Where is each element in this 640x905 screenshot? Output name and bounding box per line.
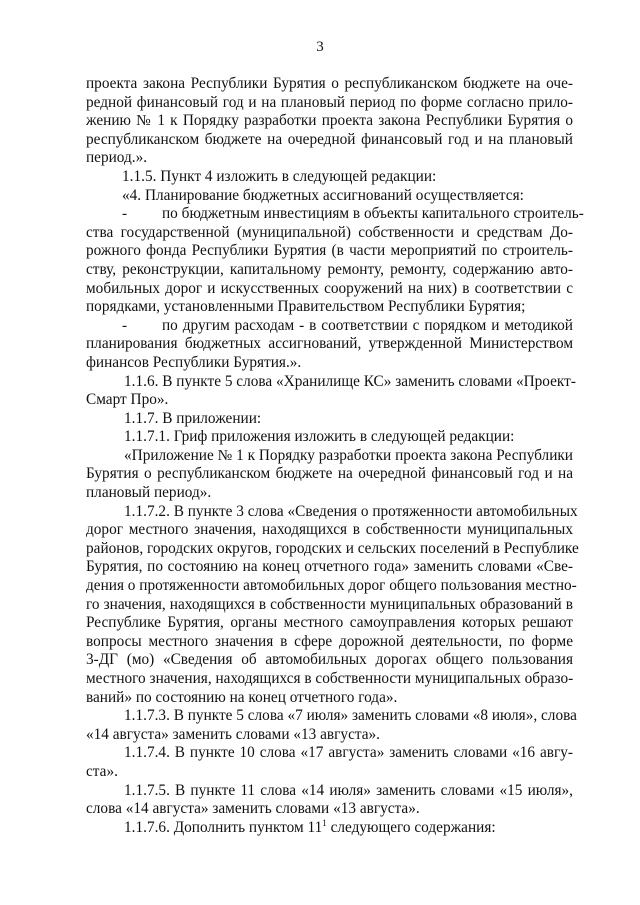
text-line: по другим расходам - в соответствии с порядком и методикой	[162, 316, 573, 334]
text-line: слова «14 августа» заменить словами «13 августа».	[86, 800, 420, 818]
text-line: «4. Планирование бюджетных ассигнований осуществляется:	[122, 186, 524, 204]
text-line: Республике Бурятия, органы местного самоуправления которых решают	[86, 614, 573, 632]
bullet-dash: -	[122, 205, 128, 223]
text-line: Бурятия, по состоянию на конец отчетного года» заменить словами «Све-	[86, 558, 573, 576]
text-line: 1.1.7.5. В пункте 11 слова «14 июля» заменить словами «15 июля»,	[124, 781, 573, 799]
text-line: Смарт Про».	[86, 391, 169, 409]
text-line: дорог местного значения, находящихся в собственности муниципальных	[86, 521, 573, 539]
text-fragment: следующего содержания:	[330, 818, 496, 836]
text-line: дения о протяженности автомобильных дорог общего пользования местно-	[86, 577, 577, 595]
text-line: ста».	[86, 762, 118, 780]
text-line: планирования бюджетных ассигнований, утвержденной Министерством	[86, 335, 573, 353]
text-line: финансов Республики Бурятия.».	[86, 353, 302, 371]
text-line: 1.1.7.1. Гриф приложения изложить в следующей редакции:	[124, 428, 515, 446]
text-line: период.».	[86, 149, 148, 167]
text-line: мобильных дорог и искусственных сооружений на них) в соответствии с	[86, 279, 573, 297]
text-line: вопросы местного значения в сфере дорожной деятельности, по форме	[86, 632, 573, 650]
text-line: рожного фонда Республики Бурятия (в части мероприятий по строитель-	[86, 242, 573, 260]
text-line: 1.1.6. В пункте 5 слова «Хранилище КС» заменить словами «Проект-	[124, 372, 576, 390]
text-line: районов, городских округов, городских и сельских поселений в Республике	[86, 539, 579, 557]
text-line: 1.1.7.2. В пункте 3 слова «Сведения о протяженности автомобильных	[124, 502, 578, 520]
text-line: проекта закона Республики Бурятия о республиканском бюджете на оче-	[86, 75, 573, 92]
bullet-dash: -	[122, 316, 128, 334]
text-line: республиканском бюджете на очередной финансовый год и на плановый	[86, 130, 573, 148]
text-line: 1.1.7.4. В пункте 10 слова «17 августа» заменить словами «16 авгу-	[124, 744, 573, 762]
list-item	[86, 317, 573, 336]
text-line: ству, реконструкции, капитальному ремонту, ремонту, содержанию авто-	[86, 260, 573, 278]
text-line: порядками, установленными Правительством Республики Бурятия;	[86, 298, 526, 316]
text-line: ваний» по состоянию на конец отчетного года».	[86, 688, 398, 706]
text-line: 3-ДГ (мо) «Сведения об автомобильных дорогах общего пользования	[86, 651, 573, 669]
superscript-one: 1	[322, 817, 327, 828]
text-line: 1.1.5. Пункт 4 изложить в следующей редакции:	[122, 167, 437, 185]
text-line: го значения, находящихся в собственности муниципальных образований в	[86, 595, 573, 613]
text-line: Бурятия о республиканском бюджете на очередной финансовый год и на	[86, 465, 573, 483]
text-line: «Приложение № 1 к Порядку разработки проекта закона Республики	[124, 446, 573, 464]
list-item	[86, 205, 584, 224]
text-line: жению № 1 к Порядку разработки проекта закона Республики Бурятия о	[86, 112, 573, 130]
text-line: «14 августа» заменить словами «13 августа».	[86, 725, 380, 743]
document-body	[86, 75, 584, 837]
text-line: 1.1.7. В приложении:	[124, 409, 262, 427]
text-line: по бюджетным инвестициям в объекты капитального строитель-	[162, 205, 584, 223]
page-number: 3	[316, 39, 324, 55]
text-line: 1.1.7.3. В пункте 5 слова «7 июля» заменить словами «8 июля», слова	[124, 707, 577, 725]
text-line: плановый период».	[86, 484, 212, 502]
text-line	[86, 819, 573, 838]
text-line: местного значения, находящихся в собственности муниципальных образо-	[86, 670, 574, 687]
text-fragment: 1.1.7.6. Дополнить пунктом 11	[124, 818, 323, 836]
text-line: редной финансовый год и на плановый период по форме согласно прило-	[86, 93, 573, 111]
text-line: ства государственной (муниципальной) собственности и средствам До-	[86, 223, 573, 241]
